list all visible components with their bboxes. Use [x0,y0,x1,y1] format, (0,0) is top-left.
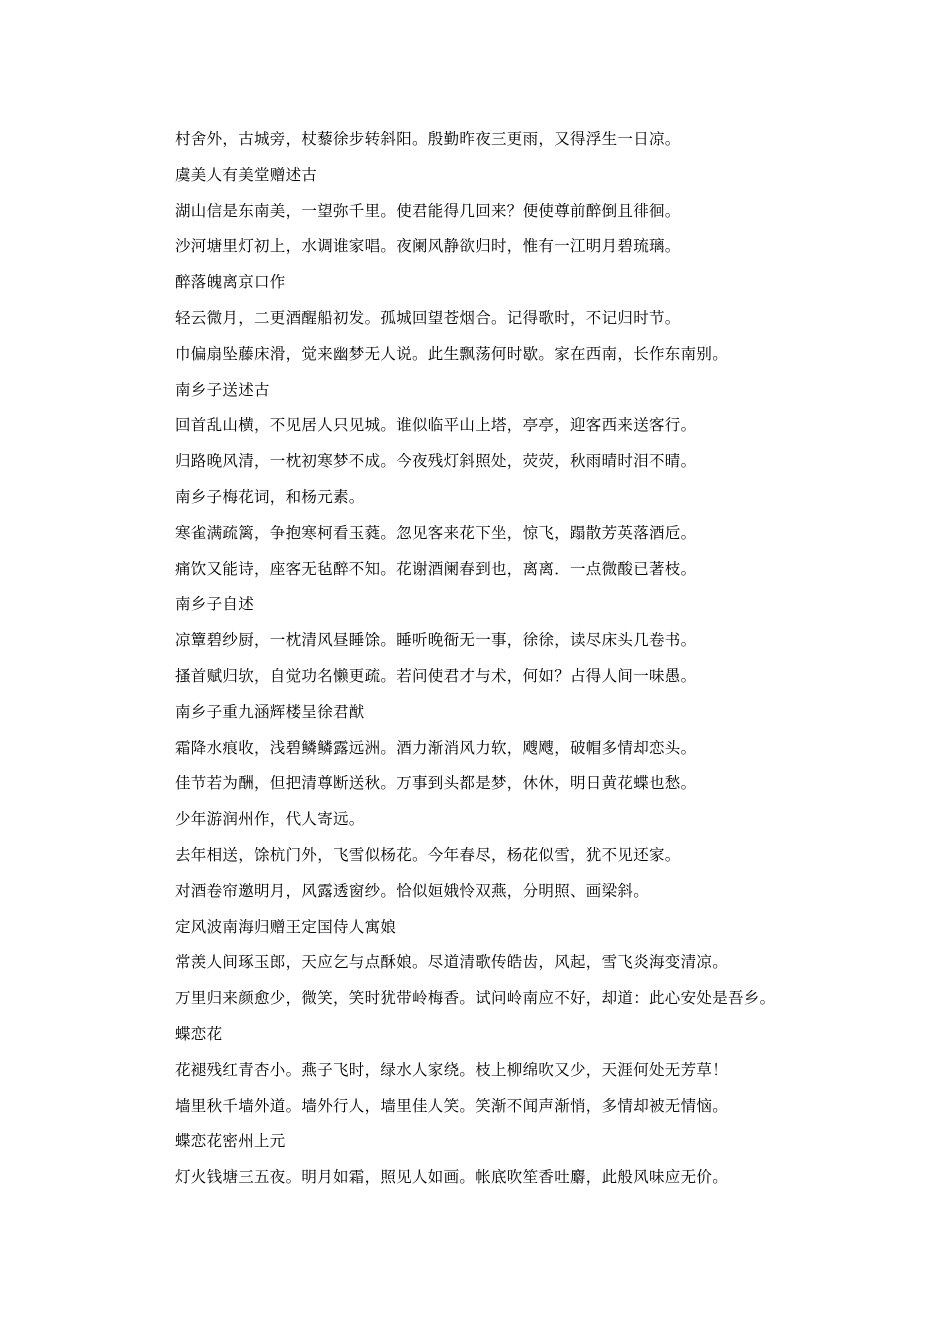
poem-title: 南乡子送述古 [175,380,270,399]
document-page [175,122,895,1196]
text-line: 佳节若为酬，但把清尊断送秋。万事到头都是梦，休休，明日黄花蝶也愁。 [175,774,697,793]
text-line: 墙里秋千墙外道。墙外行人，墙里佳人笑。笑渐不闻声渐悄，多情却被无情恼。 [175,1096,729,1115]
text-line: 寒雀满疏篱，争抱寒柯看玉蕤。忽见客来花下坐，惊飞，蹋散芳英落酒卮。 [175,523,697,542]
text-line: 常羡人间琢玉郎，天应乞与点酥娘。尽道清歌传皓齿，风起，雪飞炎海变清凉。 [175,953,729,972]
poem-title: 少年游润州作，代人寄远。 [175,810,365,829]
poem-title: 南乡子梅花词，和杨元素。 [175,487,365,506]
text-line: 万里归来颜愈少，微笑，笑时犹带岭梅香。试问岭南应不好，却道：此心安处是吾乡。 [175,989,776,1008]
text-line: 沙河塘里灯初上，水调谁家唱。夜阑风静欲归时，惟有一江明月碧琉璃。 [175,237,681,256]
text-line: 去年相送，馀杭门外，飞雪似杨花。今年春尽，杨花似雪，犹不见还家。 [175,845,681,864]
text-line: 回首乱山横，不见居人只见城。谁似临平山上塔，亭亭，迎客西来送客行。 [175,416,697,435]
text-line: 对酒卷帘邀明月，风露透窗纱。恰似姮娥怜双燕，分明照、画梁斜。 [175,881,650,900]
text-line: 湖山信是东南美，一望弥千里。使君能得几回来？便使尊前醉倒且徘徊。 [175,201,681,220]
poem-title: 定风波南海归赠王定国侍人寓娘 [175,917,397,936]
text-line: 灯火钱塘三五夜。明月如霜，照见人如画。帐底吹笙香吐麝，此般风味应无价。 [175,1168,729,1187]
text-line: 村舍外，古城旁，杖藜徐步转斜阳。殷勤昨夜三更雨，又得浮生一日凉。 [175,130,681,148]
poem-title: 蝶恋花 [175,1024,223,1043]
text-line: 归路晚风清，一枕初寒梦不成。今夜残灯斜照处，荧荧，秋雨晴时泪不晴。 [175,452,697,471]
text-line: 凉簟碧纱厨，一枕清风昼睡馀。睡听晚衙无一事，徐徐，读尽床头几卷书。 [175,631,697,650]
text-line: 花褪残红青杏小。燕子飞时，绿水人家绕。枝上柳绵吹又少，天涯何处无芳草！ [175,1060,729,1079]
poem-title: 南乡子重九涵辉楼呈徐君猷 [175,702,365,721]
poem-title: 蝶恋花密州上元 [175,1132,286,1151]
text-line: 霜降水痕收，浅碧鳞鳞露远洲。酒力渐消风力软，飕飕，破帽多情却恋头。 [175,738,697,757]
text-line: 轻云微月，二更酒醒船初发。孤城回望苍烟合。记得歌时，不记归时节。 [175,308,681,327]
poem-title: 虞美人有美堂赠述古 [175,165,318,184]
poem-title: 醉落魄离京口作 [175,273,286,292]
text-line: 巾偏扇坠藤床滑，觉来幽梦无人说。此生飘荡何时歇。家在西南，长作东南别。 [175,344,729,363]
text-line: 搔首赋归欤，自觉功名懒更疏。若问使君才与术，何如？占得人间一味愚。 [175,666,697,685]
text-line: 痛饮又能诗，座客无毡醉不知。花谢酒阑春到也，离离．一点微酸已著枝。 [175,559,697,578]
poem-title: 南乡子自述 [175,595,255,614]
